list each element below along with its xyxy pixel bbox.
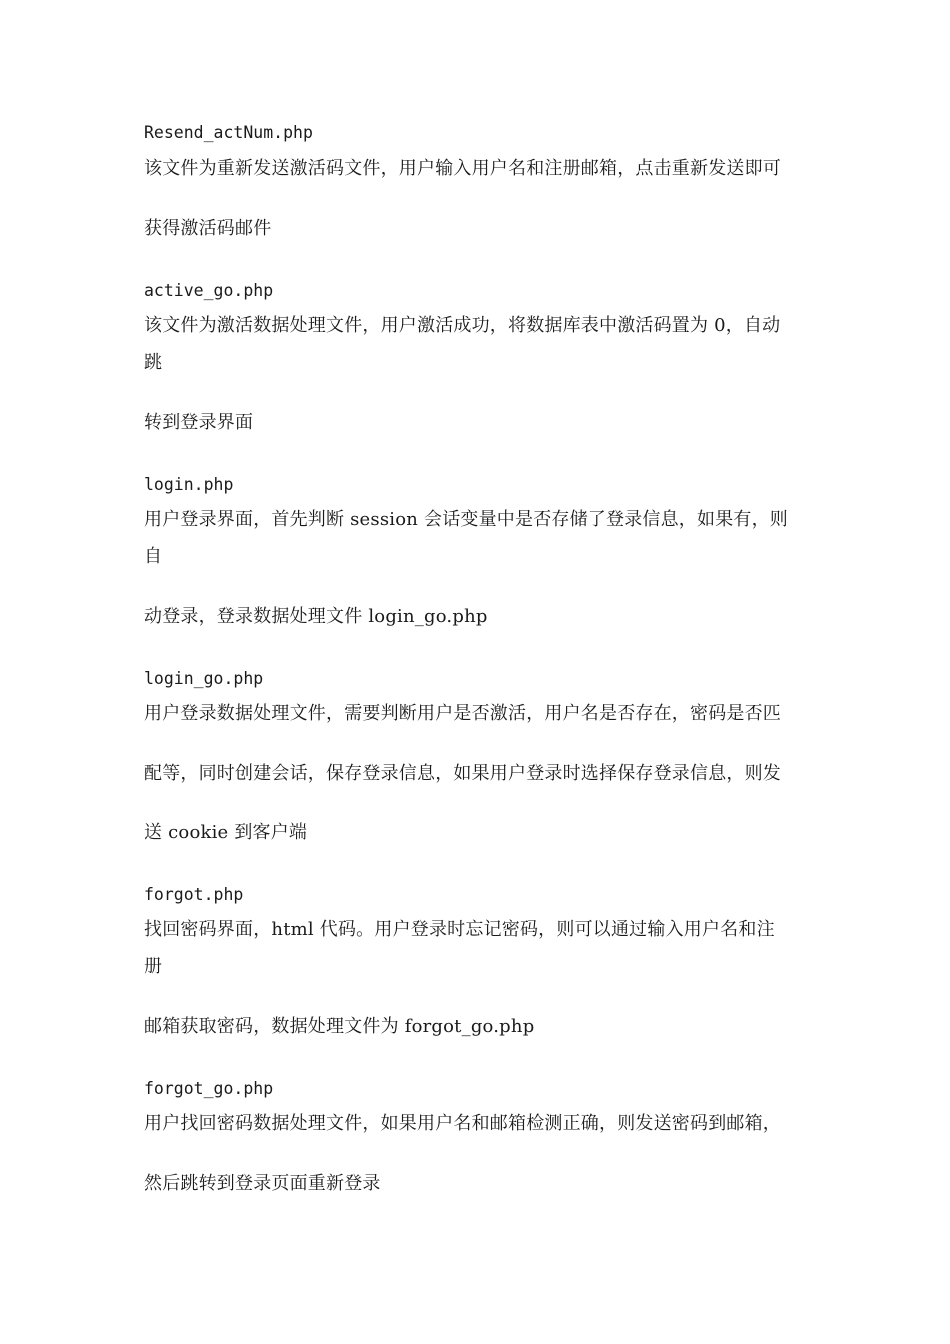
file-heading-login-go: login_go.php [144, 669, 264, 688]
paragraph-line: 送 cookie 到客户端 [144, 822, 308, 843]
paragraph-line: 配等，同时创建会话，保存登录信息，如果用户登录时选择保存登录信息，则发 [144, 763, 781, 784]
file-heading-forgot-go: forgot_go.php [144, 1079, 274, 1098]
file-heading-active-go: active_go.php [144, 281, 274, 300]
paragraph-line: 用户登录数据处理文件，需要判断用户是否激活，用户名是否存在，密码是否匹 [144, 703, 781, 724]
file-heading-login: login.php [144, 475, 234, 494]
paragraph-line: 动登录，登录数据处理文件 login_go.php [144, 606, 488, 627]
paragraph-line: 用户找回密码数据处理文件，如果用户名和邮箱检测正确，则发送密码到邮箱， [144, 1113, 781, 1134]
paragraph-line: 自 [144, 546, 163, 567]
file-heading-forgot: forgot.php [144, 885, 244, 904]
file-heading-resend-actnum: Resend_actNum.php [144, 123, 313, 142]
paragraph-line: 找回密码界面，html 代码。用户登录时忘记密码，则可以通过输入用户名和注 [144, 919, 775, 940]
paragraph-line: 该文件为激活数据处理文件，用户激活成功，将数据库表中激活码置为 0，自动 [144, 315, 781, 336]
paragraph-line: 获得激活码邮件 [144, 218, 272, 239]
paragraph-line: 跳 [144, 352, 163, 373]
paragraph-line: 用户登录界面，首先判断 session 会话变量中是否存储了登录信息，如果有，则 [144, 509, 788, 530]
paragraph-line: 转到登录界面 [144, 412, 254, 433]
paragraph-line: 然后跳转到登录页面重新登录 [144, 1173, 381, 1194]
paragraph-line: 邮箱获取密码，数据处理文件为 forgot_go.php [144, 1016, 535, 1037]
paragraph-line: 册 [144, 956, 163, 977]
paragraph-line: 该文件为重新发送激活码文件，用户输入用户名和注册邮箱，点击重新发送即可 [144, 158, 781, 179]
